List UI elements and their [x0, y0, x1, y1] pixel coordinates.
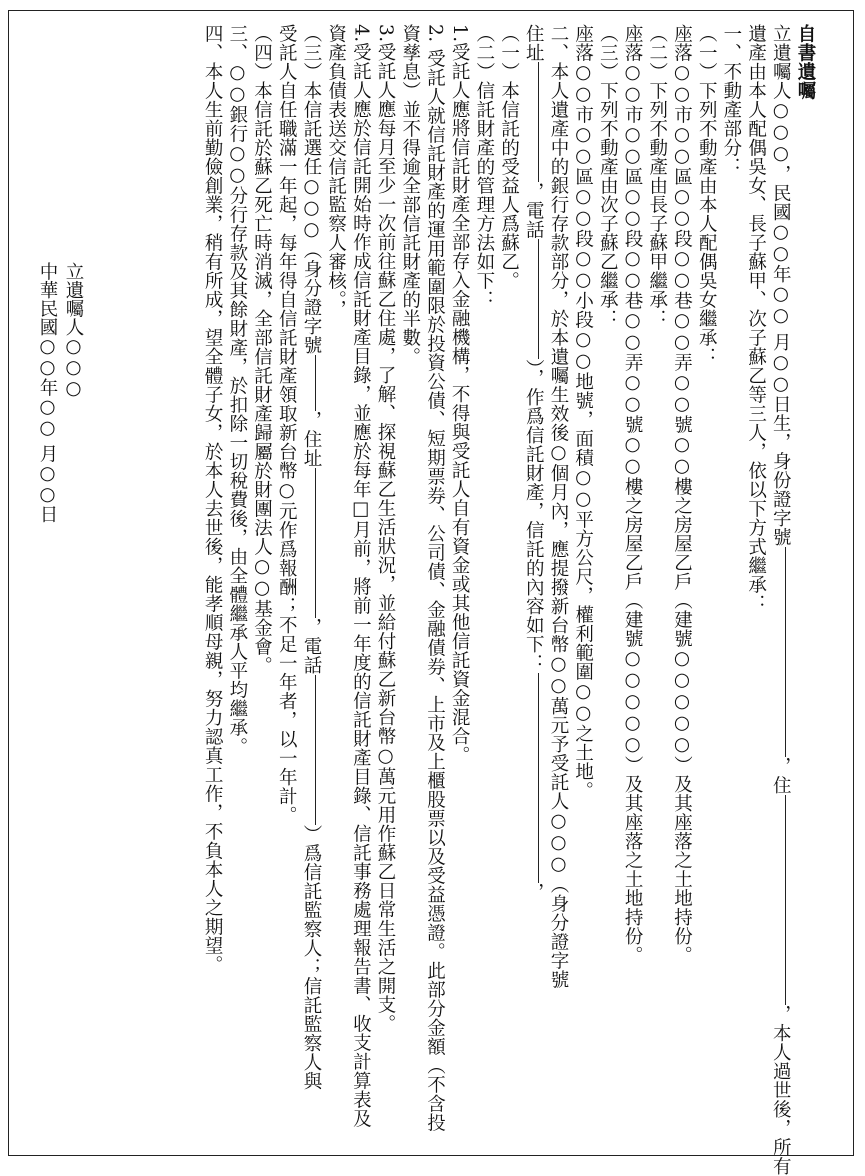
- line-heirs: 遺產由本人配偶吳女、長子蘇甲、次子蘇乙等三人，依以下方式繼承：: [745, 24, 767, 613]
- signature-date: 中華民國○○年○○ 月○○日: [37, 262, 58, 524]
- trust-management: （二）信託財產的管理方法如下：: [473, 24, 495, 309]
- clause-1: （一）下列不動產由本人配偶吳女繼承：: [696, 24, 718, 366]
- trust-supervisor: （三）本信託選任○○○（身分證字號，住址，電話）爲信託監察人；信託監察人與: [300, 24, 322, 1091]
- section-bank-deposit: 二、本人遺產中的銀行存款部分，於本遺囑生效後○個月內，應提撥新台幣○○萬元予受託人○○○（身分證字號: [547, 24, 569, 989]
- trust-item-4: 4.受託人應於信託開始時作成信託財產目錄，並應於每年□月前，將前一年度的信託財產目錄、信託事務處理報告書、收支計算表及: [350, 24, 372, 1129]
- section-wishes: 四、本人生前勤儉創業，稍有所成，望全體子女，於本人去世後，能孝順母親，努力認真工作，不負本人之期望。: [202, 24, 224, 974]
- clause-3-detail: 座落○○市○○區○○段○○小段○○地號，面積○○平方公尺，權利範圍○○之土地。: [572, 24, 594, 800]
- trust-item-1: 1.受託人應將信託財產全部存入金融機構，不得與受託人自有資金或其他信託資金混合。: [449, 24, 471, 765]
- line-testator: 立遺囑人○○○，民國○○年○○ 月○○日生，身份證字號，住，本人過世後，所有: [770, 24, 792, 1176]
- line-trustee-address: 住址，電話），作爲信託財產，信託的內容如下：，: [523, 24, 545, 902]
- clause-1-detail: 座落○○市○○區○○段○○巷○○弄○○號○○樓之房屋乙戶（建號○○○○○）及其座落之土地持份。: [671, 24, 693, 965]
- section-other-assets: 三、○○銀行○○分行存款及其餘財產，於扣除一切稅費後，由全體繼承人平均繼承。: [226, 24, 248, 756]
- trustee-phone-blank: [538, 239, 539, 359]
- clause-3: （三）下列不動產由次子蘇乙繼承：: [597, 24, 619, 328]
- section-real-estate: 一、不動產部分：: [720, 24, 742, 176]
- clause-2: （二）下列不動產由長子蘇甲繼承：: [646, 24, 668, 328]
- will-document: [199, 24, 817, 1176]
- trustee-address-blank: [538, 62, 539, 182]
- trust-item-3: 3.受託人應每月至少一次前往蘇乙住處，了解、探視蘇乙生活狀況，並給付蘇乙新台幣○萬元用作蘇乙日常生活之開支。: [375, 24, 397, 1034]
- testator-signature: 立遺囑人○○○: [63, 262, 84, 399]
- trust-item-2-cont: 資孳息）並不得逾全部信託財產的半數。: [399, 24, 421, 366]
- signature-block: [34, 262, 86, 562]
- trust-supervisor-cont: 受託人自任職滿一年起，每年得自信託財產領取新台幣○元作爲報酬；不足一年者，以一年計。: [276, 24, 298, 825]
- trustee-extra-blank: [538, 673, 539, 883]
- supervisor-address-blank: [315, 468, 316, 618]
- document-title: 自書遺囑: [795, 24, 816, 100]
- trust-termination: （四）本信託於蘇乙死亡時消滅，全部信託財產歸屬於財團法人○○基金會。: [251, 24, 273, 675]
- supervisor-id-blank: [315, 355, 316, 411]
- trust-beneficiary: （一）本信託的受益人爲蘇乙。: [498, 24, 520, 290]
- trust-item-2: 2. 受託人就信託財產的運用範圍限於投資公債、短期票券、公司債、金融債券、上市及上櫃股票以及受益憑證。此部分金額（不含投: [424, 24, 446, 1133]
- clause-2-detail: 座落○○市○○區○○段○○巷○○弄○○號○○樓之房屋乙戶（建號○○○○○）及其座落之土地持份。: [622, 24, 644, 965]
- address-blank: [785, 795, 786, 1005]
- supervisor-phone-blank: [315, 675, 316, 825]
- trust-item-4-cont: 資產負債表送交信託監察人審核。，: [325, 24, 347, 319]
- id-number-blank: [785, 547, 786, 757]
